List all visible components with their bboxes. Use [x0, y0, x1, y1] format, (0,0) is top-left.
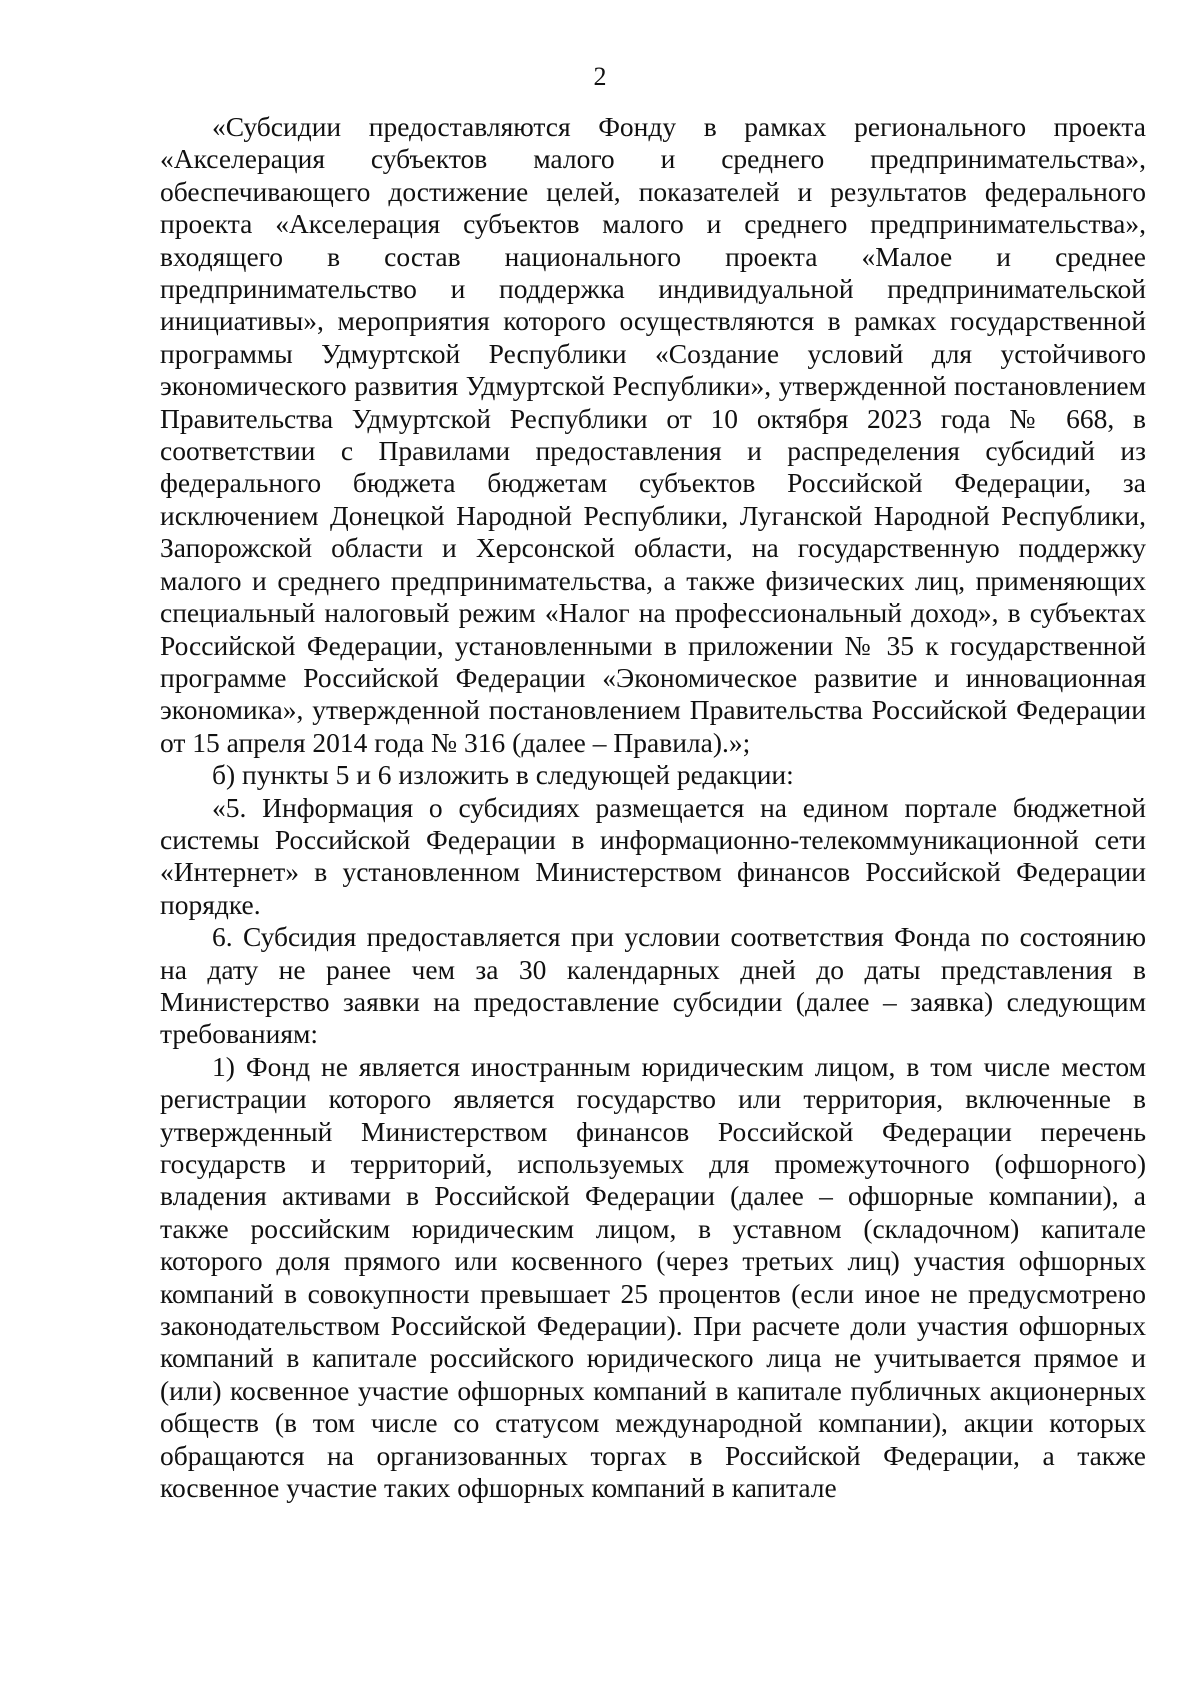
paragraph-subsidies-purpose: «Субсидии предоставляются Фонду в рамках регионального проекта «Акселерация субъектов малого и среднего предпринимательства», обеспечивающего достижение целей, показателей и результатов федерального проекта «Акселерация субъектов малого и среднего предпринимательства», входящего в состав национального проекта «Малое и среднее предпринимательство и поддержка индивидуальной предпринимательской инициативы», мероприятия которого осуществляются в рамках государственной программы Удмуртской Республики «Создание условий для устойчивого экономического развития Удмуртской Республики», утвержденной постановлением Правительства Удмуртской Республики от 10 октября 2023 года № 668, в соответствии с Правилами предоставления и распределения субсидий из федерального бюджета бюджетам субъектов Российской Федерации, за исключением Донецкой Народной Республики, Луганской Народной Республики, Запорожской области и Херсонской области, на государственную поддержку малого и среднего предпринимательства, а также физических лиц, применяющих специальный налоговый режим «Налог на профессиональный доход», в субъектах Российской Федерации, установленными в приложении № 35 к государственной программе Российской Федерации «Экономическое развитие и инновационная экономика», утвержденной постановлением Правительства Российской Федерации от 15 апреля 2014 года № 316 (далее – Правила).»;: [160, 111, 1146, 758]
page-number: 2: [593, 62, 607, 91]
document-body: [160, 111, 1146, 1504]
paragraph-item-6: 6. Субсидия предоставляется при условии соответствия Фонда по состоянию на дату не ранее чем за 30 календарных дней до даты представления в Министерство заявки на предоставление субсидии (далее – заявка) следующим требованиям:: [160, 921, 1146, 1050]
paragraph-item-5: «5. Информация о субсидиях размещается на едином портале бюджетной системы Российской Федерации в информационно-телекоммуникационной сети «Интернет» в установленном Министерством финансов Российской Федерации порядке.: [160, 791, 1146, 920]
paragraph-requirement-1: 1) Фонд не является иностранным юридическим лицом, в том числе местом регистрации которого является государство или территория, включенные в утвержденный Министерством финансов Российской Федерации перечень государств и территорий, используемых для промежуточного (офшорного) владения активами в Российской Федерации (далее – офшорные компании), а также российским юридическим лицом, в уставном (складочном) капитале которого доля прямого или косвенного (через третьих лиц) участия офшорных компаний в совокупности превышает 25 процентов (если иное не предусмотрено законодательством Российской Федерации). При расчете доли участия офшорных компаний в капитале российского юридического лица не учитывается прямое и (или) косвенное участие офшорных компаний в капитале публичных акционерных обществ (в том числе со статусом международной компании), акции которых обращаются на организованных торгах в Российской Федерации, а также косвенное участие таких офшорных компаний в капитале: [160, 1050, 1146, 1504]
paragraph-amendment-points: б) пункты 5 и 6 изложить в следующей редакции:: [212, 759, 794, 791]
